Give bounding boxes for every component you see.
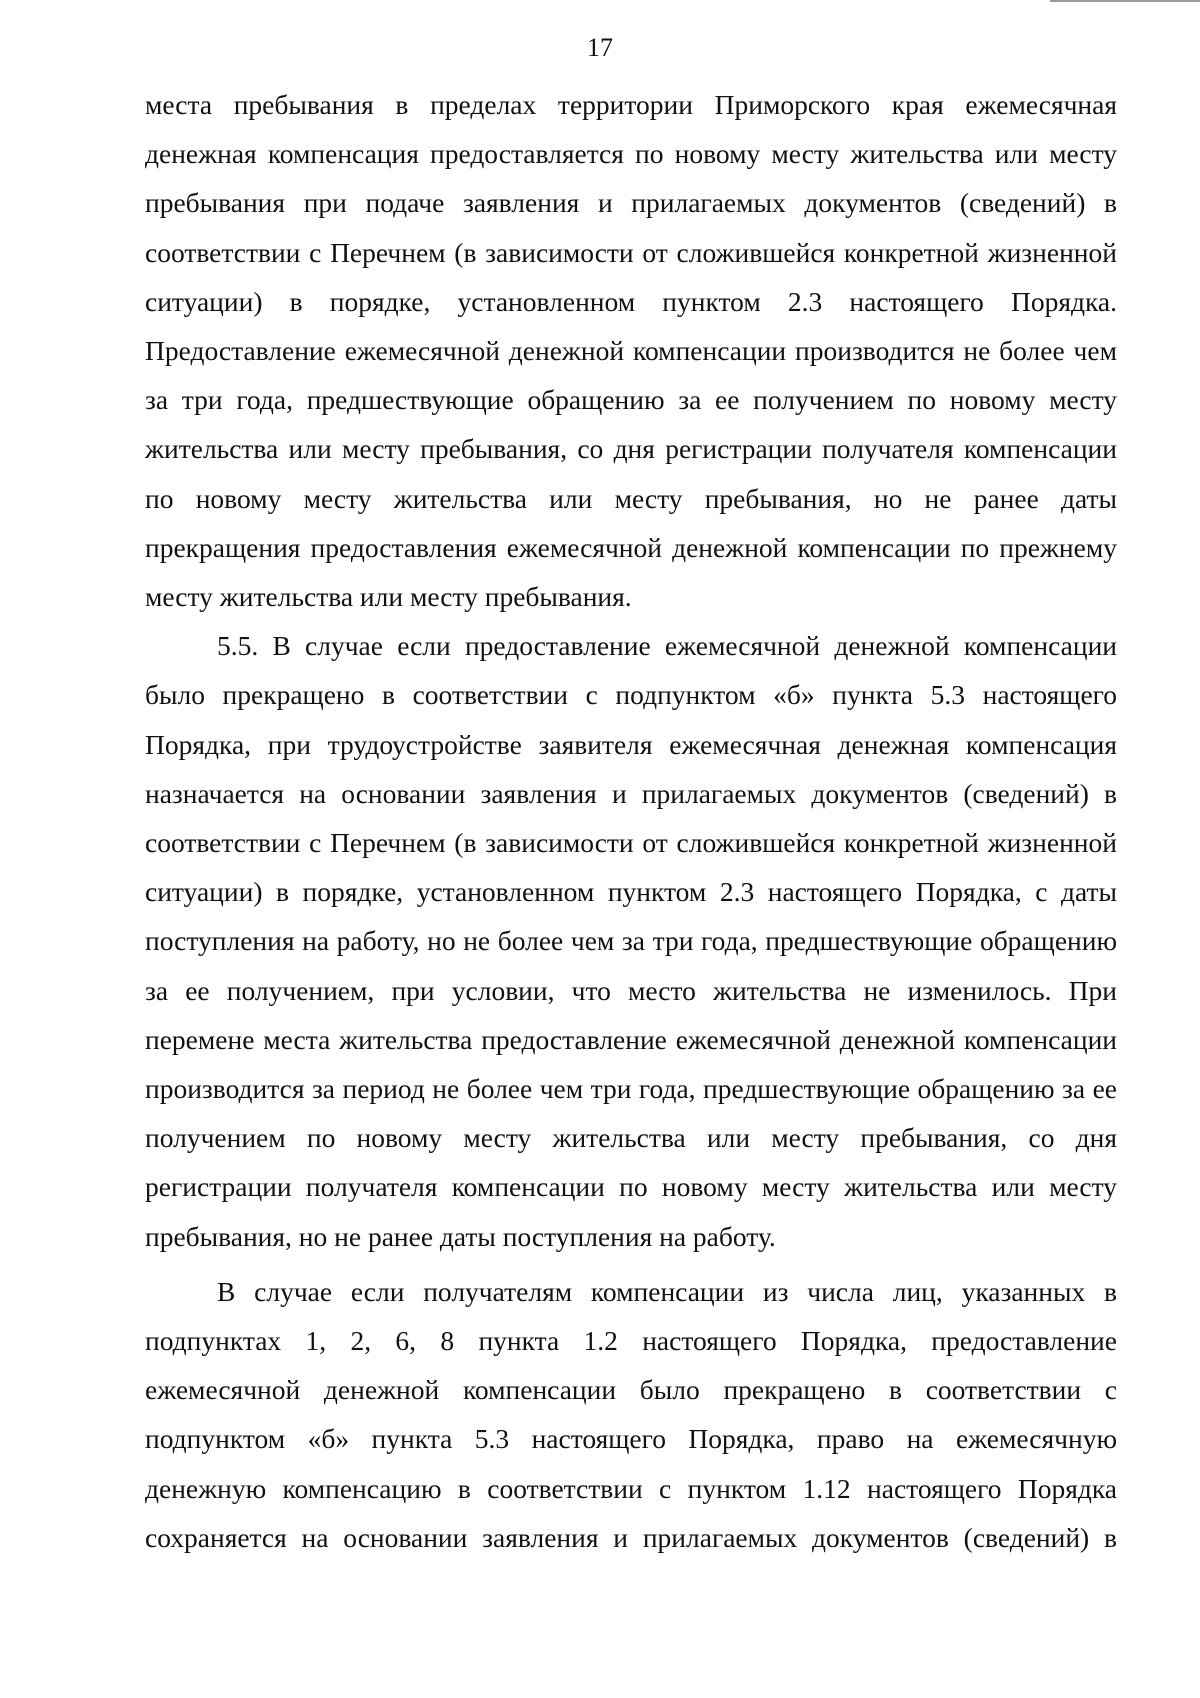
document-body — [145, 80, 1117, 1562]
page-number: 17 — [587, 33, 613, 62]
paragraph-continuation: места пребывания в пределах территории Приморского края ежемесячная денежная компенсация предоставляется по новому месту жительства или месту пребывания при подаче заявления и прилагаемых документов (сведений) в соответствии с Перечнем (в зависимости от сложившейся конкретной жизненной ситуации) в порядке, установленном пунктом 2.3 настоящего Порядка. Предоставление ежемесячной денежной компенсации производится не более чем за три года, предшествующие обращению за ее получением по новому месту жительства или месту пребывания, со дня регистрации получателя компенсации по новому месту жительства или месту пребывания, но не ранее даты прекращения предоставления ежемесячной денежной компенсации по прежнему месту жительства или месту пребывания. — [145, 89, 1117, 613]
paragraph-exception: В случае если получателям компенсации из числа лиц, указанных в подпунктах 1, 2, 6, 8 пункта 1.2 настоящего Порядка, предоставление ежемесячной денежной компенсации было прекращено в соответствии с подпунктом «б» пункта 5.3 настоящего Порядка, право на ежемесячную денежную компенсацию в соответствии с пунктом 1.12 настоящего Порядка сохраняется на основании заявления и прилагаемых документов (сведений) в — [145, 1275, 1117, 1553]
scan-edge-line — [1050, 0, 1200, 2]
paragraph-5-5: 5.5. В случае если предоставление ежемесячной денежной компенсации было прекращено в соответствии с подпунктом «б» пункта 5.3 настоящего Порядка, при трудоустройстве заявителя ежемесячная денежная компенсация назначается на основании заявления и прилагаемых документов (сведений) в соответствии с Перечнем (в зависимости от сложившейся конкретной жизненной ситуации) в порядке, установленном пунктом 2.3 настоящего Порядка, с даты поступления на работу, но не более чем за три года, предшествующие обращению за ее получением, при условии, что место жительства не изменилось. При перемене места жительства предоставление ежемесячной денежной компенсации производится за период не более чем три года, предшествующие обращению за ее получением по новому месту жительства или месту пребывания, со дня регистрации получателя компенсации по новому месту жительства или месту пребывания, но не ранее даты поступления на работу. — [145, 630, 1117, 1252]
